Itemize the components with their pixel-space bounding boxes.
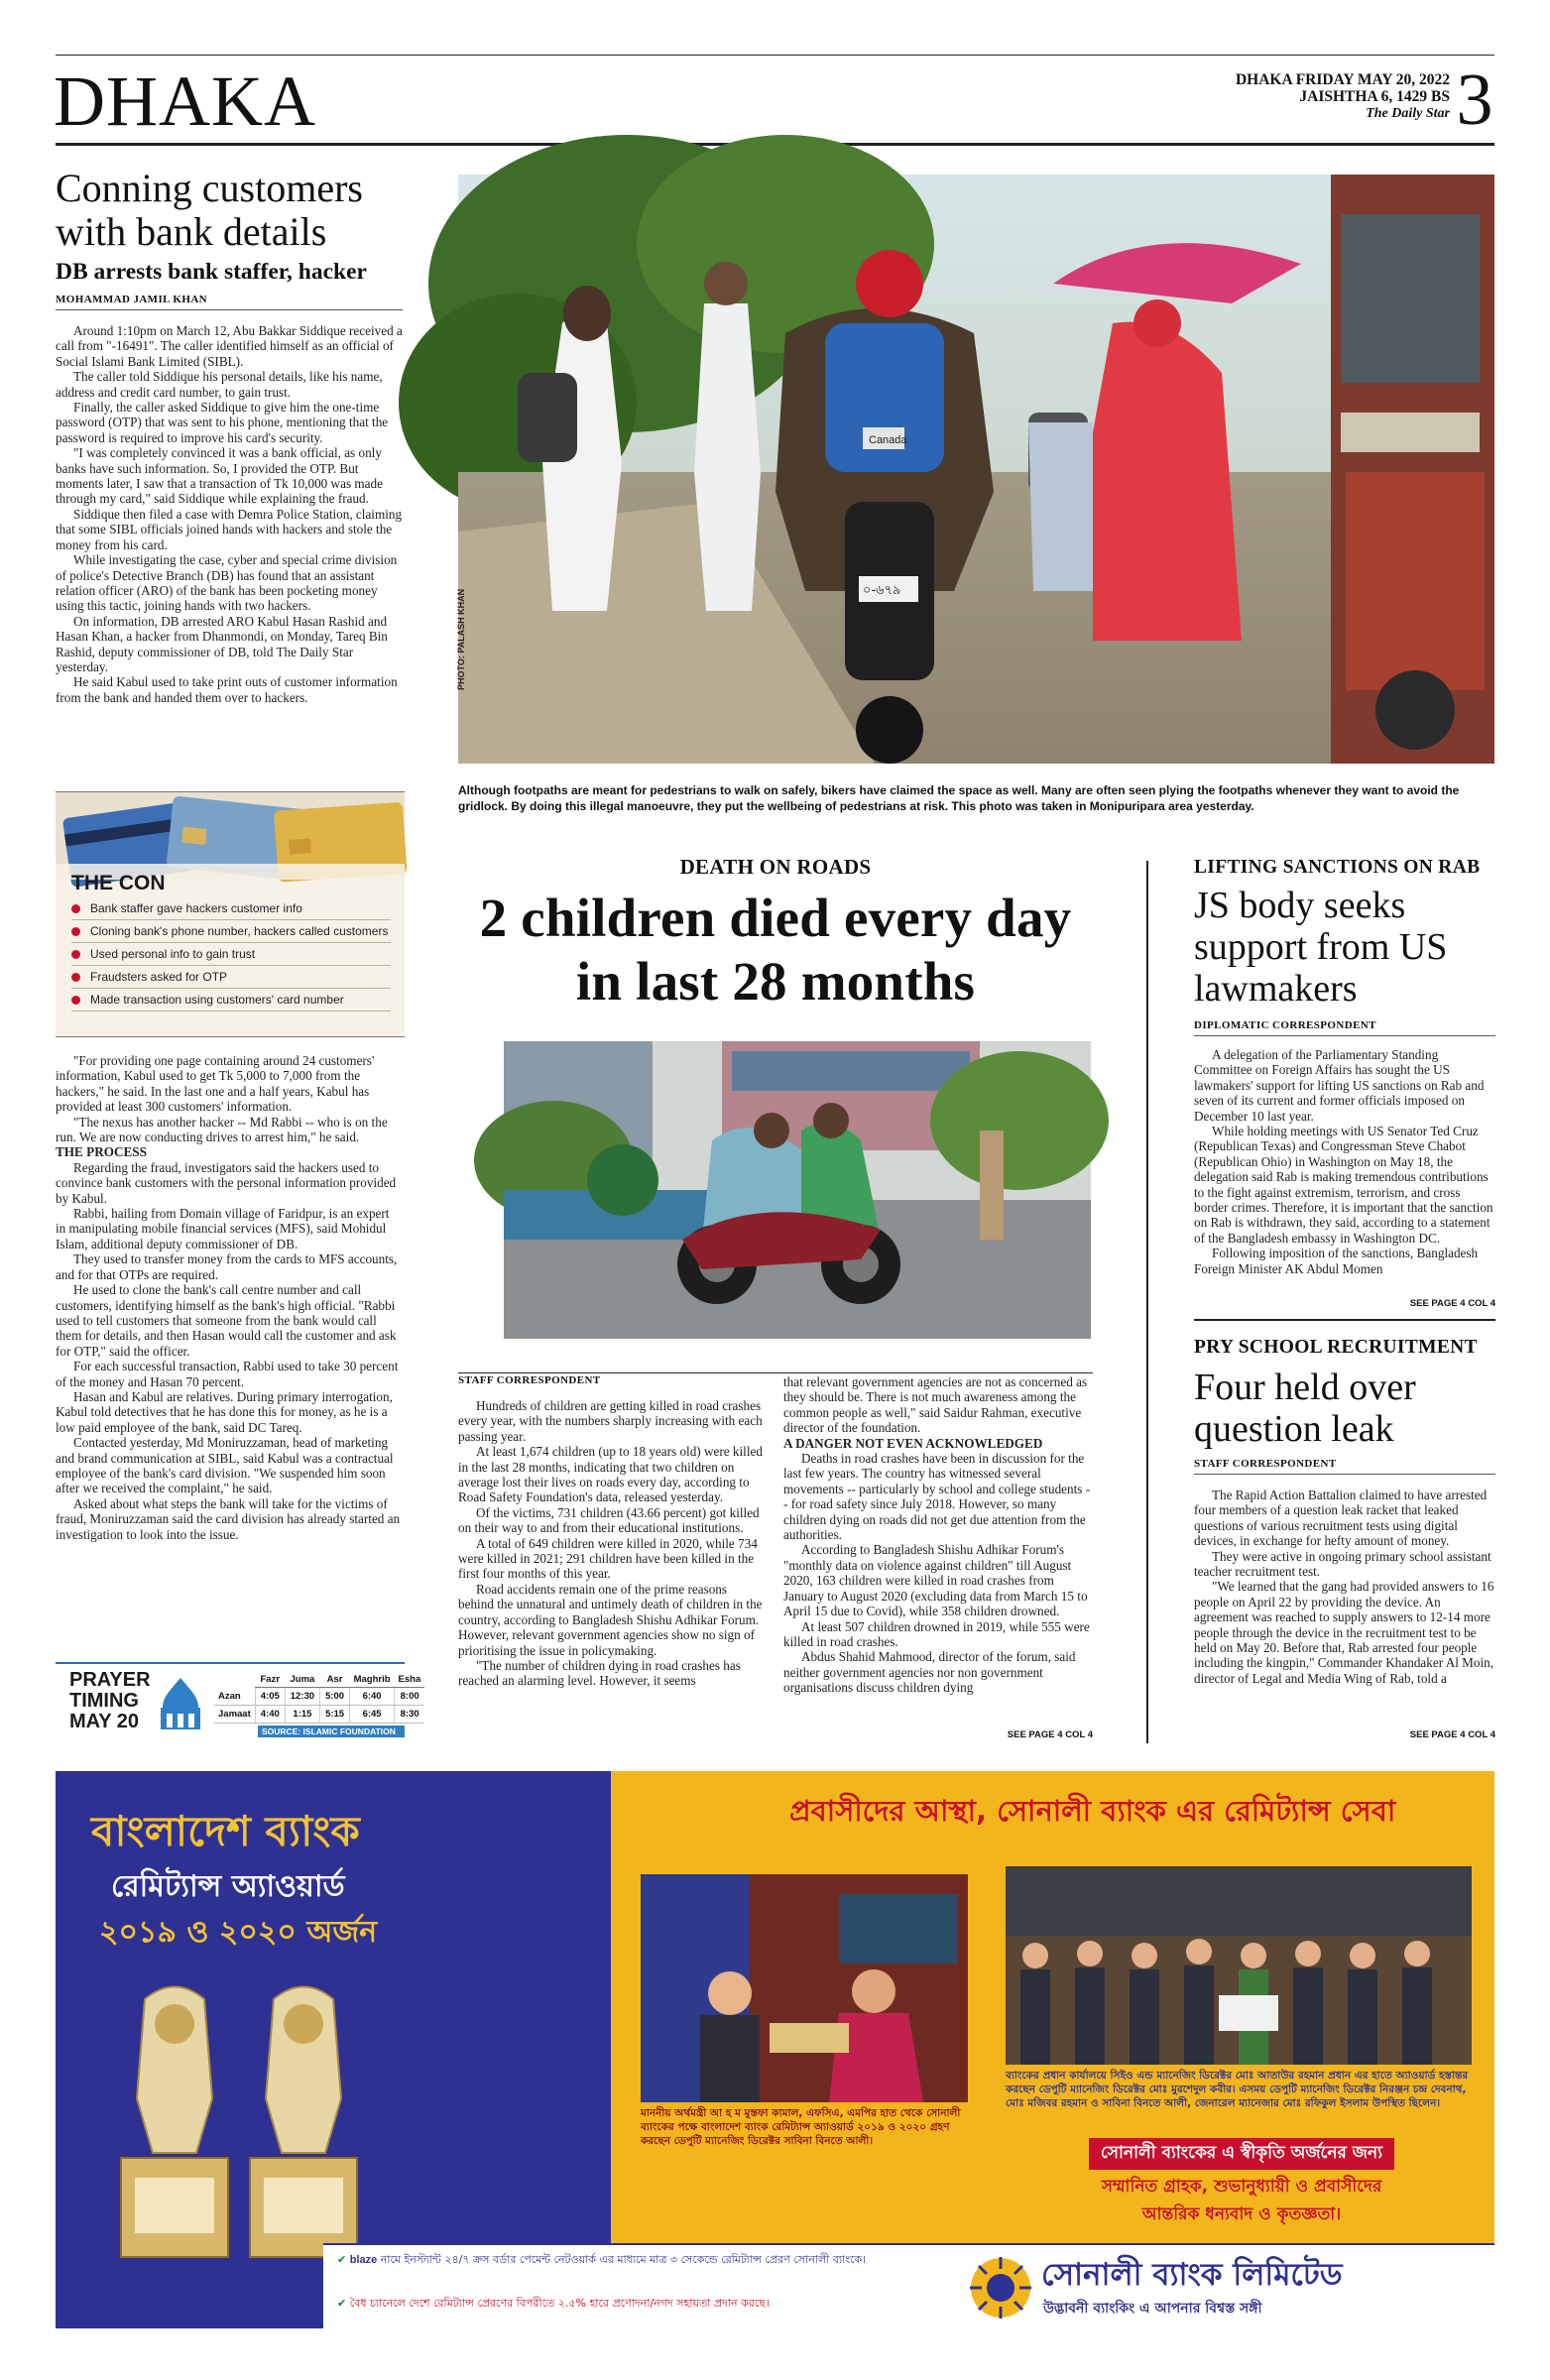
prayer-time: 5:00 <box>320 1688 350 1706</box>
paragraph: While investigating the case, cyber and special crime division of police's Detective Branch (DB) has found that an assistant relation officer (ARO) of the bank has been pocketing money using this tactic, joining hands with two hackers. <box>56 552 398 614</box>
ad-point-1-text: নামে ইনস্ট্যান্ট ২৪/৭ ক্রস বর্ডার পেমেন্ট নেটওয়ার্ক এর মাধ্যমে মাত্র ৩ সেকেন্ডে রেমিট্যান্স প্রেরণ সোনালী ব্যাংকে। <box>380 2253 867 2266</box>
paragraph: Following imposition of the sanctions, Bangladesh Foreign Minister AK Abdul Momen <box>1194 1246 1479 1276</box>
the-con-box <box>56 791 405 1037</box>
ad-point-2-text: বৈধ চ্যানেলে দেশে রেমিট্যান্স প্রেরণের বিপরীতে ২.৫% হারে প্রণোদনা/নগদ সহায়তা প্রদান করছে। <box>349 2297 770 2310</box>
roads-kicker: DEATH ON ROADS <box>679 855 872 879</box>
street-photo-graphic <box>458 175 1494 764</box>
main-photo <box>458 175 1494 764</box>
bullet-icon <box>71 950 80 959</box>
leak-body <box>1194 1488 1495 1724</box>
paragraph: Finally, the caller asked Siddique to give him the one-time password (OTP) that was sent to his phone, mentioning that the password is required to improve his card's security. <box>56 400 389 445</box>
paragraph: "I was completely convinced it was a bank official, as only banks have such information. So, I provided the OTP. But moments later, I saw that a transaction of Tk 10,000 was made through my card," said Siddique while explaining the fraud. <box>56 445 383 507</box>
prayer-time: 12:30 <box>285 1688 319 1706</box>
leak-byline: STAFF CORRESPONDENT <box>1194 1458 1495 1475</box>
ad-thanks-line-1: সোনালী ব্যাংকের এ স্বীকৃতি অর্জনের জন্য <box>1089 2138 1394 2170</box>
blaze-brand: blaze <box>349 2254 378 2266</box>
rab-kicker: LIFTING SANCTIONS ON RAB <box>1194 857 1481 878</box>
prayer-title-line-1: PRAYER <box>69 1669 151 1691</box>
check-icon: ✔ <box>337 2253 347 2266</box>
rab-byline: DIPLOMATIC CORRESPONDENT <box>1194 1019 1495 1036</box>
the-con-item-text: Fraudsters asked for OTP <box>90 970 228 984</box>
photo-credit: PHOTO: PALASH KHAN <box>456 588 466 690</box>
fraud-body-part-1 <box>56 323 403 779</box>
prayer-title-line-3: MAY 20 <box>69 1711 140 1732</box>
prayer-time: 4:05 <box>255 1688 285 1706</box>
ad-right-caption: ব্যাংকের প্রধান কার্যালয়ে সিইও এন্ড ম্যানেজিং ডিরেক্টর মোঃ আতাউর রহমান প্রধান এর হাতে অ্যাওয়ার্ড হস্তান্তর করছেন ডেপুটি ম্যানেজিং ডিরেক্টর মোঃ মুরশেদুল কবীর। এসময় ডেপুটি ম্যানেজিং ডিরেক্টর নিরঞ্জন চন্দ্র দেবনাথ, মোঃ মজিবর রহমান ও সাবিনা বিনতে আলী, জেনারেল ম্যানেজার মোঃ রফিকুল ইসলাম উপস্থিত ছিলেন। <box>1006 2070 1469 2109</box>
ad-tagline: উদ্ভাবনী ব্যাংকিং এ আপনার বিশ্বস্ত সঙ্গী <box>1043 2301 1262 2317</box>
paragraph: that relevant government agencies are not as concerned as they should be. There is not much awareness among the common people as well," said Saidur Rahman, executive director of the foundation. <box>783 1374 1088 1436</box>
sonali-bank-advertisement <box>56 1771 1494 2328</box>
prayer-header-cell: Asr <box>320 1672 350 1688</box>
bullet-icon <box>71 996 80 1005</box>
award-handover-photo <box>641 1874 968 2102</box>
paragraph: He used to clone the bank's call centre number and call customers, identifying himself as the bank's high official. "Rabbi used to tell customers that someone from the bank would call them for details, and then Hasan would call the customer and ask for OTP," said the officer. <box>56 1282 397 1359</box>
prayer-table <box>214 1672 424 1724</box>
paragraph: At least 1,674 children (up to 18 years old) were killed in the last 28 months, indicating that two children on average lost their lives on roads every day, according to Road Safety Foundation's data, released yesterday. <box>458 1444 763 1505</box>
ad-bb-years: ২০১৯ ও ২০২০ অর্জন <box>99 1915 378 1950</box>
ad-banner: প্রবাসীদের আস্থা, সোনালী ব্যাংক এর রেমিট্যান্স সেবা <box>789 1794 1396 1828</box>
roads-photo <box>504 1041 1091 1339</box>
prayer-header-cell: Maghrib <box>350 1672 395 1688</box>
credit-cards-illustration <box>56 792 405 880</box>
paragraph: He said Kabul used to take print outs of customer information from the bank and handed them over to hackers. <box>56 674 398 705</box>
prayer-title <box>69 1670 151 1732</box>
prayer-time: 6:40 <box>350 1688 395 1706</box>
plate-number: ০-৬৭৯ <box>863 583 901 598</box>
prayer-time: 1:15 <box>285 1706 319 1724</box>
prayer-header-row <box>214 1672 424 1688</box>
paragraph: While holding meetings with US Senator Ted Cruz (Republican Texas) and Congressman Steve Chabot (Republican Ohio) in Washington on May 18, the delegation said Rab is making tremendous contributions to the fight against extremism, terrorism, and cross border crimes. Therefore, it is important that the sanction on Rab is withdrawn, they said, according to a statement of the Bangladesh embassy in Washington DC. <box>1194 1124 1493 1246</box>
the-con-item-text: Made transaction using customers' card number <box>90 993 344 1007</box>
subheading: THE PROCESS <box>56 1144 147 1160</box>
check-icon: ✔ <box>337 2297 347 2310</box>
paragraph: On information, DB arrested ARO Kabul Hasan Rashid and Hasan Khan, a hacker from Dhanmondi, on Monday, Tareq Bin Rashid, deputy commissioner of DB, told The Daily Star yesterday. <box>56 613 388 674</box>
paragraph: For each successful transaction, Rabbi used to take 30 percent of the money and Hasan 70 percent. <box>56 1359 399 1389</box>
paragraph: At least 507 children drowned in 2019, while 555 were killed in road crashes. <box>783 1618 1090 1649</box>
paragraph: Deaths in road crashes have been in discussion for the last few years. The country has witnessed several movements -- particularly by school and college students -- for road safety since July 2018. However, so many children dying on roads did not get due attention from the authorities. <box>783 1451 1091 1543</box>
paragraph: Hundreds of children are getting killed in road crashes every year, with the numbers sharply increasing with each passing year. <box>458 1398 763 1444</box>
paragraph: According to Bangladesh Shishu Adhikar Forum's "monthly data on violence against children" till August 2020, 163 children were killed in road crashes from January to August 2020 (excluding data from March 15 to April 15 due to Covid), while 358 children drowned. <box>783 1542 1088 1619</box>
prayer-timing-box <box>56 1662 421 1741</box>
ad-photo-left <box>641 1874 968 2102</box>
bullet-icon <box>71 927 80 936</box>
prayer-time: 8:30 <box>395 1706 425 1724</box>
bag-label: Canada <box>869 434 907 446</box>
paragraph: Contacted yesterday, Md Moniruzzaman, head of marketing and brand communication at SIBL, said Kabul was a contractual employee of the bank's card division. "We suspended him soon after we received the complaint," he said. <box>56 1435 394 1496</box>
paragraph: "We learned that the gang had provided answers to 16 people on April 22 by providing the device. An agreement was reached to supply answers to 12-14 more people through the device in the recruitment test to be held on May 20. Before that, Rab arrested four people including the kingpin," Commander Khandaker Al Moin, director of Legal and Media Wing of Rab, told a <box>1194 1579 1494 1686</box>
roads-see-page: SEE PAGE 4 COL 4 <box>1007 1729 1093 1740</box>
roads-column-1 <box>458 1398 764 1743</box>
dateline-date: DHAKA FRIDAY MAY 20, 2022 <box>1235 71 1450 88</box>
prayer-header-cell: Fazr <box>255 1672 285 1688</box>
paragraph: Siddique then filed a case with Demra Police Station, claiming that some SIBL officials joined hands with hackers and stole the money from his card. <box>56 506 403 552</box>
leak-see-page: SEE PAGE 4 COL 4 <box>1409 1729 1495 1740</box>
leak-kicker: PRY SCHOOL RECRUITMENT <box>1194 1337 1478 1358</box>
the-con-item-text: Cloning bank's phone number, hackers called customers <box>90 924 389 938</box>
ad-thanks-box <box>1053 2138 1430 2229</box>
ad-left-caption: মাননীয় অর্থমন্ত্রী আ হ ম মুস্তফা কামাল, এফসিএ, এমপির হাত থেকে সোনালী ব্যাংকের পক্ষে বাংলাদেশ ব্যাংক রেমিট্যান্স অ্যাওয়ার্ড ২০১৯ ও ২০২০ গ্রহণ করছেন ডেপুটি ম্যানেজিং ডিরেক্টর সাবিনা বিনতে আলী। <box>641 2107 961 2147</box>
the-con-item <box>71 920 391 943</box>
fraud-byline: MOHAMMAD JAMIL KHAN <box>56 294 403 310</box>
paragraph: Around 1:10pm on March 12, Abu Bakkar Siddique received a call from "-16491". The caller identified himself as an official of Social Islami Bank Limited (SIBL). <box>56 323 403 369</box>
ad-thanks-line-3: আন্তরিক ধন্যবাদ ও কৃতজ্ঞতা। <box>1141 2204 1342 2224</box>
prayer-time: 4:40 <box>255 1706 285 1724</box>
paragraph: The caller told Siddique his personal details, like his name, address and credit card number, to gain trust. <box>56 369 383 400</box>
ad-photo-right <box>1006 1866 1472 2065</box>
the-con-title: THE CON <box>71 872 166 894</box>
paragraph: "The nexus has another hacker -- Md Rabbi -- who is on the run. We are now conducting drives to arrest him," he said. <box>56 1114 388 1145</box>
rab-body <box>1194 1047 1495 1295</box>
fraud-body-part-2 <box>56 1053 403 1650</box>
rab-headline: JS body seeks support from US lawmakers <box>1194 885 1448 1010</box>
the-con-item <box>71 989 391 1012</box>
paragraph: Regarding the fraud, investigators said the hackers used to convince bank customers with the personal information provided by Kabul. <box>56 1159 397 1206</box>
the-con-item-text: Bank staffer gave hackers customer info <box>90 901 302 915</box>
paragraph: They used to transfer money from the cards to MFS accounts, and for that OTPs are required. <box>56 1251 398 1282</box>
prayer-time: 8:00 <box>395 1688 425 1706</box>
paragraph: "For providing one page containing around 24 customers' information, Kabul used to get Tk 5,000 to 7,000 from the hackers," he said. In the last one and a half years, Kabul has provided at least 300 customers' information. <box>56 1053 375 1115</box>
paragraph: They were active in ongoing primary school assistant teacher recruitment test. <box>1194 1548 1491 1580</box>
paragraph: Asked about what steps the bank will take for the victims of fraud, Moniruzzaman said the card division has already started an investigation to look into the issue. <box>56 1495 401 1542</box>
motorbike-photo-graphic <box>504 1041 1091 1339</box>
prayer-row-label: Azan <box>214 1688 255 1706</box>
roads-column-2 <box>783 1374 1093 1726</box>
page-number: 3 <box>1456 60 1493 141</box>
prayer-row-label: Jamaat <box>214 1706 255 1724</box>
prayer-title-line-2: TIMING <box>69 1690 139 1712</box>
prayer-time: 6:45 <box>350 1706 395 1724</box>
paragraph: Hasan and Kabul are relatives. During primary interrogation, Kabul told detectives that he has done this for money, as he is a low paid employee of the bank, said DC Tareq. <box>56 1388 393 1435</box>
main-photo-caption: Although footpaths are meant for pedestrians to walk on safely, bikers have claimed the space as well. Many are often seen plying the footpaths whenever they want to avoid the gridlock. By doing this illegal manoeuvre, they put the wellbeing of pedestrians at risk. This photo was taken in Monipuripara area yesterday. <box>458 783 1460 813</box>
paragraph: Rabbi, hailing from Domain village of Faridpur, is an expert in manipulating mobile financial services (MFS), said Mohidul Islam, additional deputy commissioner of DB. <box>56 1206 390 1251</box>
ad-thanks-line-2: সম্মানিত গ্রাহক, শুভানুধ্যায়ী ও প্রবাসীদের <box>1101 2177 1382 2197</box>
ad-point-1 <box>337 2253 893 2267</box>
fraud-headline: Conning customers with bank details <box>56 166 363 254</box>
paragraph: Road accidents remain one of the prime reasons behind the unnatural and untimely death of children in the country, according to Bangladesh Shishu Adhikar Forum. However, relevant government agencies show no sign of prioritising the issue in policymaking. <box>458 1581 763 1658</box>
dateline-bangla-date: JAISHTHA 6, 1429 BS <box>1299 88 1450 105</box>
rab-see-page: SEE PAGE 4 COL 4 <box>1409 1298 1495 1309</box>
paper-logo: The Daily Star <box>1366 106 1450 121</box>
leak-headline: Four held over question leak <box>1194 1367 1416 1450</box>
ad-point-2 <box>337 2297 893 2311</box>
sonali-bank-logo-icon <box>968 2255 1033 2320</box>
bullet-icon <box>71 973 80 982</box>
the-con-item <box>71 897 391 920</box>
paragraph: "The number of children dying in road crashes has reached an alarming level. However, it seems <box>458 1657 741 1689</box>
paragraph: The Rapid Action Battalion claimed to have arrested four members of a question leak racket that leaked questions of various recruitment tests using digital devices, in exchange for hefty amount of money. <box>1194 1488 1488 1549</box>
ad-bb-title: বাংলাদেশ ব্যাংক <box>91 1807 360 1855</box>
the-con-item <box>71 943 391 966</box>
prayer-row <box>214 1688 424 1706</box>
paragraph: A delegation of the Parliamentary Standing Committee on Foreign Affairs has sought the US lawmakers' support for lifting US sanctions on Rab and seven of its current and former officials imposed on December 10 last year. <box>1194 1047 1485 1124</box>
ad-logo-name: সোনালী ব্যাংক লিমিটেড <box>1041 2257 1343 2293</box>
mosque-icon <box>153 1674 208 1733</box>
the-con-item-text: Used personal info to gain trust <box>90 947 256 961</box>
bullet-icon <box>71 904 80 913</box>
prayer-row <box>214 1706 424 1724</box>
paragraph: Of the victims, 731 children (43.66 percent) got killed on their way to and from their educational institutions. <box>458 1504 760 1536</box>
prayer-time: 5:15 <box>320 1706 350 1724</box>
prayer-source: SOURCE: ISLAMIC FOUNDATION <box>258 1726 405 1737</box>
group-photo <box>1006 1866 1472 2065</box>
the-con-item <box>71 966 391 989</box>
prayer-header-cell: Juma <box>285 1672 319 1688</box>
fraud-subhead: DB arrests bank staffer, hacker <box>56 259 367 285</box>
the-con-list <box>71 897 391 1012</box>
prayer-header-cell: Esha <box>395 1672 425 1688</box>
ad-bottom-strip <box>323 2243 1494 2328</box>
roads-byline: STAFF CORRESPONDENT <box>458 1374 601 1386</box>
roads-headline: 2 children died every day in last 28 months <box>479 888 1072 1012</box>
masthead-dateline <box>1190 71 1450 122</box>
paragraph: Abdus Shahid Mahmood, director of the forum, said neither government agencies nor non government organisations discuss children dying <box>783 1649 1076 1696</box>
paragraph: A total of 649 children were killed in 2020, while 734 were killed in 2021; 291 children have been killed in the first four months of this year. <box>458 1535 758 1582</box>
ad-bb-sub: রেমিট্যান্স অ্যাওয়ার্ড <box>111 1869 345 1904</box>
section-title: DHAKA <box>54 61 316 141</box>
subheading: A DANGER NOT EVEN ACKNOWLEDGED <box>783 1435 1043 1451</box>
